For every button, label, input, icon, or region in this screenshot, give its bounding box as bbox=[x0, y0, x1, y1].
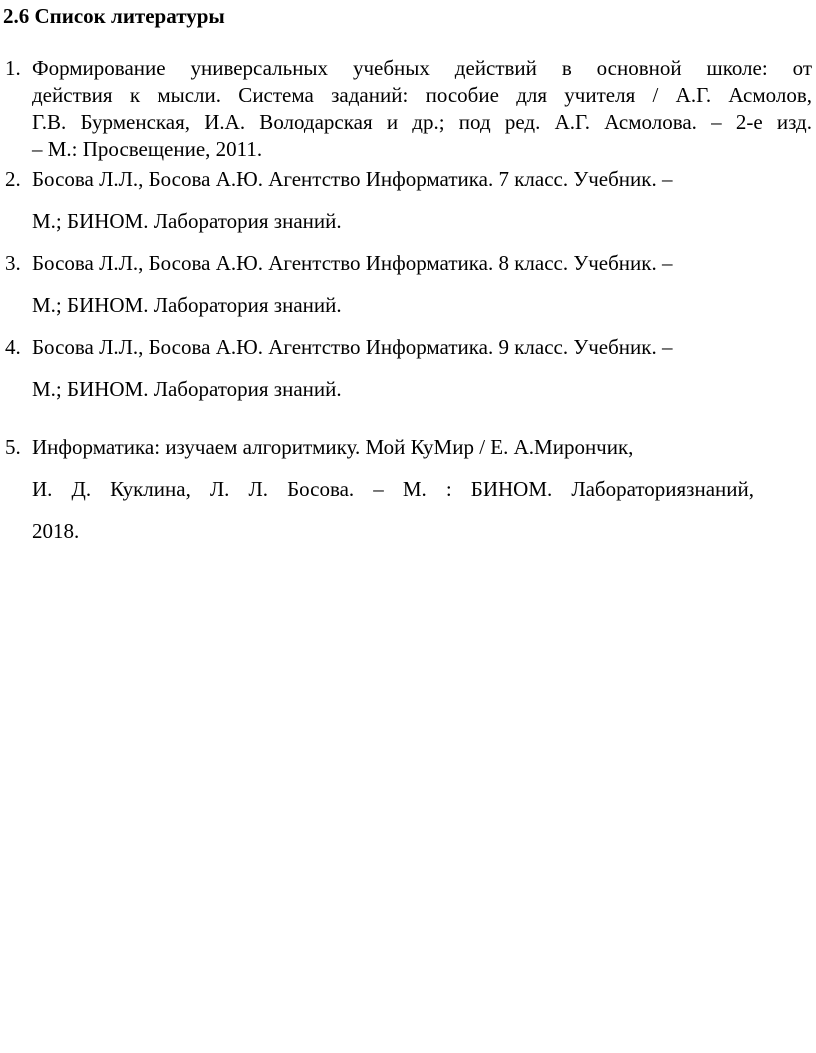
reference-number: 2. bbox=[5, 167, 21, 191]
reference-line: 2018. bbox=[32, 519, 80, 543]
reference-line: действия к мысли. Система заданий: пособие для учителя / А.Г. Асмолов, bbox=[32, 83, 812, 107]
reference-line: И. Д. Куклина, Л. Л. Босова. – М. : БИНОМ. Лабораториязнаний, bbox=[32, 477, 754, 501]
reference-line: М.; БИНОМ. Лаборатория знаний. bbox=[32, 209, 342, 233]
reference-number: 1. bbox=[5, 56, 21, 80]
reference-line: – М.: Просвещение, 2011. bbox=[32, 137, 263, 161]
reference-item-2 bbox=[0, 166, 812, 246]
reference-number: 4. bbox=[5, 335, 21, 359]
reference-line: Босова Л.Л., Босова А.Ю. Агентство Информатика. 7 класс. Учебник. – bbox=[32, 167, 673, 191]
reference-line: Босова Л.Л., Босова А.Ю. Агентство Информатика. 8 класс. Учебник. – bbox=[32, 251, 673, 275]
reference-line: Босова Л.Л., Босова А.Ю. Агентство Информатика. 9 класс. Учебник. – bbox=[32, 335, 673, 359]
reference-line: Формирование универсальных учебных действий в основной школе: от bbox=[32, 56, 812, 80]
section-heading: 2.6 Список литературы bbox=[3, 4, 225, 28]
reference-line: М.; БИНОМ. Лаборатория знаний. bbox=[32, 293, 342, 317]
reference-line: М.; БИНОМ. Лаборатория знаний. bbox=[32, 377, 342, 401]
reference-number: 3. bbox=[5, 251, 21, 275]
reference-line: Информатика: изучаем алгоритмику. Мой КуМир / Е. А.Мирончик, bbox=[32, 435, 634, 459]
reference-number: 5. bbox=[5, 435, 21, 459]
reference-item-3 bbox=[0, 250, 812, 330]
reference-item-5 bbox=[0, 434, 812, 554]
reference-item-1 bbox=[0, 55, 812, 165]
reference-item-4 bbox=[0, 334, 812, 414]
reference-line: Г.В. Бурменская, И.А. Володарская и др.; под ред. А.Г. Асмолова. – 2-е изд. bbox=[32, 110, 812, 134]
